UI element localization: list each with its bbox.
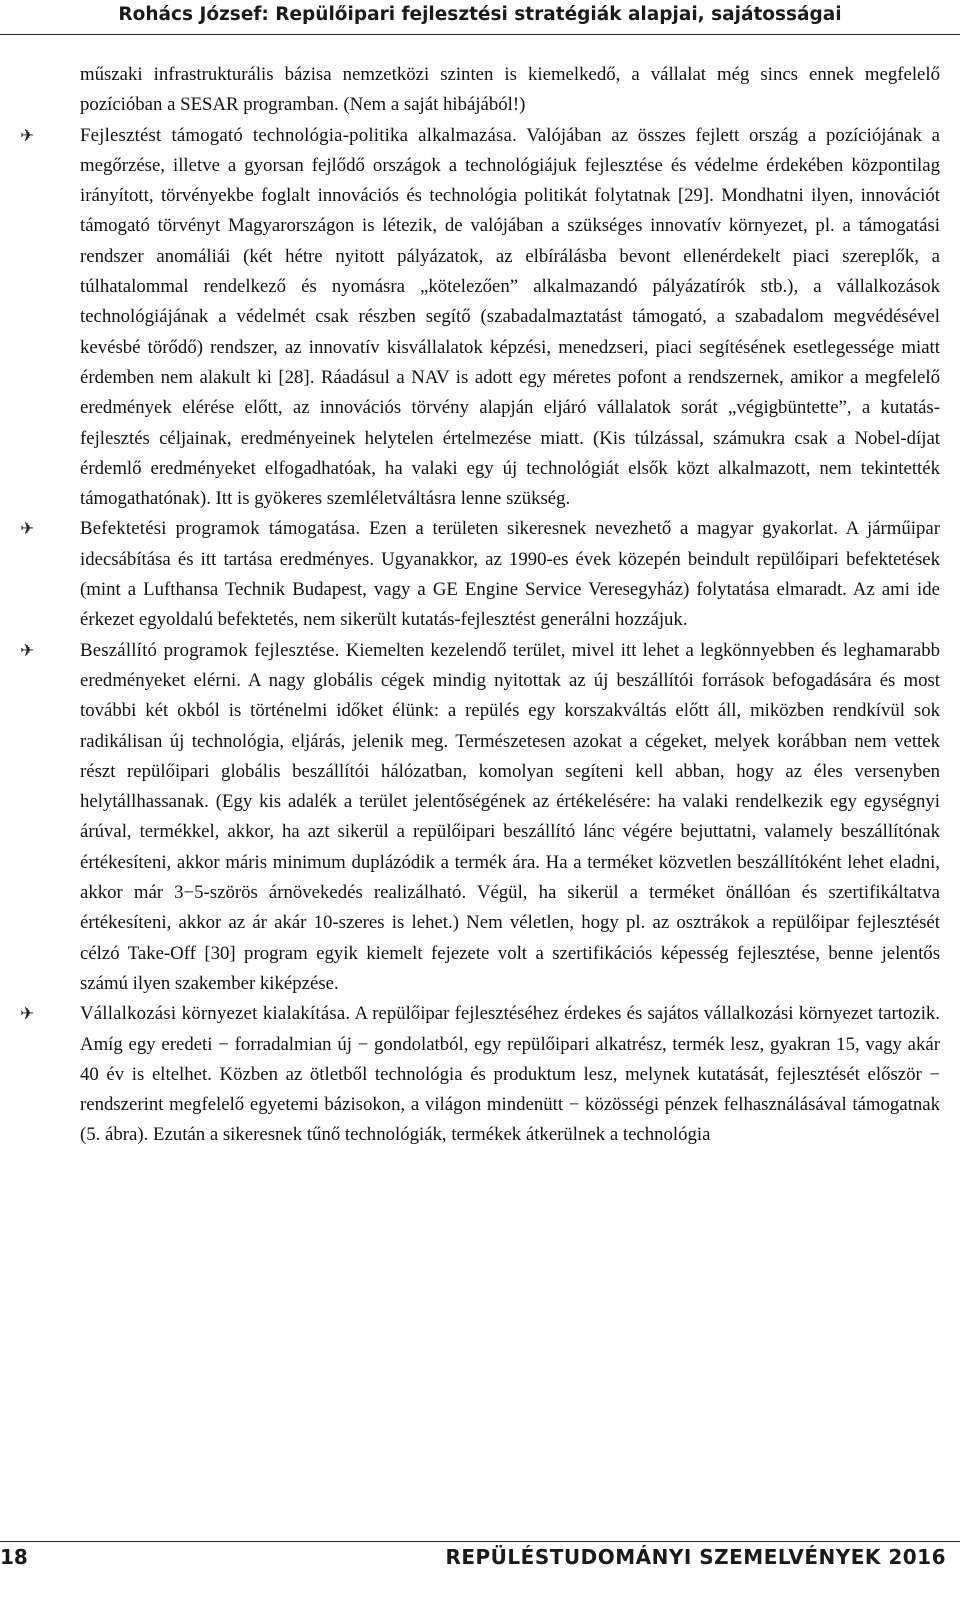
bullet-title: Vállalkozási környezet kialakítása. [80, 1003, 351, 1025]
article-body [20, 60, 941, 1151]
airplane-icon: ✈ [20, 125, 35, 146]
airplane-icon: ✈ [20, 519, 35, 540]
airplane-icon: ✈ [20, 640, 35, 661]
airplane-icon: ✈ [20, 1004, 35, 1025]
bullet-text: Ezen a területen sikeresnek nevezhető a magyar gyakorlat. A járműipar idecsábítása és itt tartása eredményes. Ugyanakkor, az 1990-es évek közepén beindult repülőipari befektetések (mint a Lufthansa Technik Budapest, vagy a GE Engine Service Veresegyház) folytatása elmaradt. Az ami ide érkezet egyoldalú befektetés, nem sikerült kutatás-fejlesztést generálni hozzájuk. [80, 518, 940, 631]
bullet-item-business-environment [20, 999, 940, 1150]
footer-divider [0, 1541, 960, 1542]
bullet-text: Kiemelten kezelendő terület, mivel itt lehet a legkönnyebben és leghamarabb eredményeket elérni. A nagy globális cégek mindig nyitottak az új beszállítói források befogadására és most további két okból is történelmi időket élünk: a repülés egy korszakváltás előtt áll, miközben rendkívül sok radikálisan új technológia, eljárás, jelenik meg. Természetesen azokat a cégeket, melyek korábban nem vettek részt repülőipari globális beszállítói hálózatban, komolyan segíteni kell abban, hogy az éles versenyben helytállhassanak. (Egy kis adalék a terület jelentőségének az értékelésére: ha valaki rendelkezik egy egységnyi árúval, termékkel, akkor, ha azt sikerül a repülőipari beszállító lánc végére bejuttatni, valamely beszállítónak értékesíteni, akkor máris minimum duplázódik a termék ára. Ha a terméket közvetlen beszállítóként lehet eladni, akkor már 3−5-szörös árnövekedés realizálható. Végül, ha sikerül a terméket önállóan és szertifikáltatva értékesíteni, akkor az ár akár 10-szeres is lehet.) Nem véletlen, hogy pl. az osztrákok a repülőipar fejlesztését célzó Take-Off [30] program egyik kiemelt fejezete volt a szertifikációs képesség fejlesztése, benne jelentős számú ilyen szakember kiképzése. [80, 639, 941, 994]
bullet-item-technology-policy [20, 121, 940, 515]
running-header: Rohács József: Repülőipari fejlesztési stratégiák alapjai, sajátosságai [118, 4, 842, 25]
bullet-title: Fejlesztést támogató technológia-politika alkalmazása. [80, 124, 517, 146]
header-divider [0, 34, 960, 35]
intro-paragraph: műszaki infrastrukturális bázisa nemzetközi szinten is kiemelkedő, a vállalat még sincs ennek megfelelő pozícióban a SESAR programban. (Nem a saját hibájából!) [80, 64, 940, 116]
bullet-title: Befektetési programok támogatása. [80, 518, 361, 540]
bullet-title: Beszállító programok fejlesztése. [80, 639, 340, 661]
bullet-item-supplier-programs [20, 636, 941, 1000]
page-number: 18 [0, 1545, 28, 1569]
bullet-item-investment-programs [20, 514, 940, 635]
bullet-text: Valójában az összes fejlett ország a pozíciójának a megőrzése, illetve a gyorsan fejlődő országok a technológiájuk fejlesztése és védelme érdekében központilag irányított, törvényekbe foglalt innovációs és technológia politikát folytatnak [29]. Mondhatni ilyen, innovációt támogató törvényt Magyarországon is létezik, de valójában a szükséges innovatív környezet, pl. a támogatási rendszer anomáliái (két hétre nyitott pályázatok, az elbírálásba bevont ellenérdekelt piaci szereplők, a túlhatalommal rendelkező és nyomásra „kötelezően” alkalmazandó pályázatírók stb.), a vállalkozások technológiájának a védelmét csak részben segítő (szabadalmaztatást támogató, a szabadalom megvédésével kevésbé törődő) rendszer, az innovatív kisvállalatok képzési, menedzseri, piaci segítésének esetlegessége miatt érdemben nem alakult ki [28]. Ráadásul a NAV is adott egy méretes pofont a rendszernek, amikor a megfelelő eredmények elérése előtt, az innovációs törvény alapján eljáró vállalatok sorát „végigbüntette”, a kutatás-fejlesztés céljainak, eredményeinek helytelen értelmezése miatt. (Kis túlzással, számukra csak a Nobel-díjat érdemlő eredményeket elfogadhatóak, ha valaki egy új technológiát elsők közt alkalmazott, nem tekintették támogathatónak). Itt is gyökeres szemléletváltásra lenne szükség. [80, 124, 940, 510]
journal-name: REPÜLÉSTUDOMÁNYI SZEMELVÉNYEK 2016 [445, 1545, 946, 1569]
bullet-text: A repülőipar fejlesztéséhez érdekes és sajátos vállalkozási környezet tartozik. Amíg egy eredeti − forradalmian új − gondolatból, egy repülőipari alkatrész, termék lesz, gyakran 15, vagy akár 40 év is eltelhet. Közben az ötletből technológia és produktum lesz, melynek kutatását, fejlesztését először − rendszerint megfelelő egyetemi bázisokon, a világon mindenütt − közösségi pénzek felhasználásával támogatnak (5. ábra). Ezután a sikeresnek tűnő technológiák, termékek átkerülnek a technológia [80, 1003, 940, 1146]
